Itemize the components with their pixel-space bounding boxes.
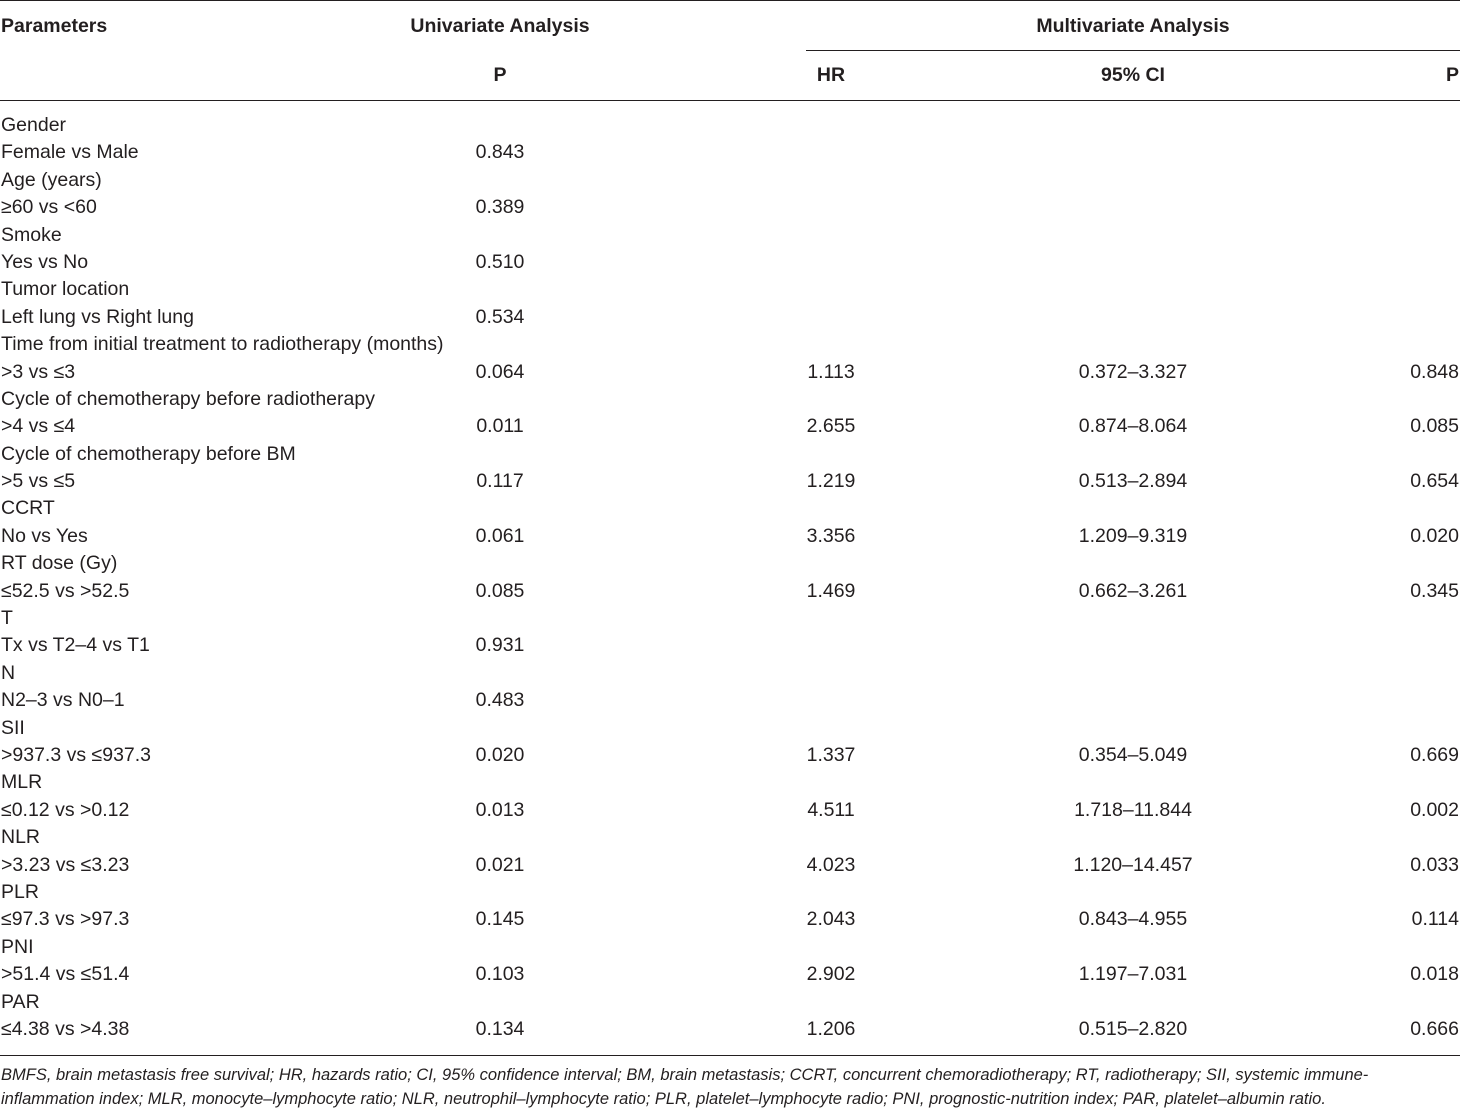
row-ci: 0.874–8.064 bbox=[1078, 415, 1188, 438]
bottom-rule bbox=[0, 1055, 1460, 1056]
table-header bbox=[0, 0, 1460, 101]
row-multivariate-p: 0.654 bbox=[1410, 470, 1459, 493]
row-parameter: Age (years) bbox=[1, 168, 102, 191]
row-parameter: PLR bbox=[1, 880, 39, 903]
row-ci: 1.120–14.457 bbox=[1073, 853, 1193, 876]
table-row bbox=[0, 824, 1460, 851]
row-univariate-p: 0.117 bbox=[476, 470, 524, 493]
row-parameter: NLR bbox=[1, 826, 41, 849]
row-multivariate-p: 0.033 bbox=[1410, 853, 1459, 876]
table-row bbox=[0, 687, 1460, 714]
row-univariate-p: 0.389 bbox=[475, 196, 525, 219]
row-parameter: ≤52.5 vs >52.5 bbox=[1, 579, 130, 602]
table-row bbox=[0, 441, 1460, 468]
table-row bbox=[0, 715, 1460, 742]
table-row bbox=[0, 304, 1460, 331]
row-multivariate-p: 0.666 bbox=[1410, 1017, 1459, 1040]
row-hr: 3.356 bbox=[806, 524, 856, 547]
row-hr: 2.043 bbox=[806, 908, 856, 931]
row-univariate-p: 0.020 bbox=[475, 743, 525, 766]
row-multivariate-p: 0.002 bbox=[1410, 798, 1459, 821]
header-univariate: Univariate Analysis bbox=[410, 15, 590, 37]
row-univariate-p: 0.085 bbox=[475, 579, 525, 602]
row-parameter: Time from initial treatment to radiotherapy (months) bbox=[1, 333, 444, 356]
row-parameter: ≤0.12 vs >0.12 bbox=[1, 798, 130, 821]
table-row bbox=[0, 468, 1460, 495]
header-multivariate-p: P bbox=[1445, 64, 1459, 86]
row-parameter: RT dose (Gy) bbox=[1, 552, 118, 575]
table-row bbox=[0, 989, 1460, 1016]
row-parameter: ≥60 vs <60 bbox=[1, 196, 97, 219]
row-parameter: MLR bbox=[1, 771, 43, 794]
row-ci: 0.372–3.327 bbox=[1078, 360, 1188, 383]
table-row bbox=[0, 578, 1460, 605]
row-univariate-p: 0.013 bbox=[475, 798, 525, 821]
row-hr: 1.469 bbox=[806, 579, 856, 602]
table-row bbox=[0, 934, 1460, 961]
row-ci: 0.515–2.820 bbox=[1078, 1017, 1188, 1040]
row-parameter: >4 vs ≤4 bbox=[1, 415, 76, 438]
row-hr: 2.902 bbox=[806, 963, 856, 986]
row-univariate-p: 0.061 bbox=[475, 524, 525, 547]
row-univariate-p: 0.931 bbox=[475, 634, 525, 657]
table-row bbox=[0, 222, 1460, 249]
row-multivariate-p: 0.848 bbox=[1410, 360, 1459, 383]
header-hr: HR bbox=[816, 64, 846, 86]
table-row bbox=[0, 742, 1460, 769]
multivariate-span-rule bbox=[806, 50, 1460, 51]
table-row bbox=[0, 797, 1460, 824]
top-rule bbox=[0, 0, 1460, 1]
row-parameter: >51.4 vs ≤51.4 bbox=[1, 963, 130, 986]
table-row bbox=[0, 386, 1460, 413]
row-parameter: PAR bbox=[1, 990, 40, 1013]
table-row bbox=[0, 906, 1460, 933]
row-hr: 1.219 bbox=[806, 470, 856, 493]
row-ci: 0.843–4.955 bbox=[1078, 908, 1188, 931]
row-hr: 1.337 bbox=[806, 743, 856, 766]
row-parameter: ≤97.3 vs >97.3 bbox=[1, 908, 130, 931]
header-parameters: Parameters bbox=[1, 15, 108, 37]
table-row bbox=[0, 139, 1460, 166]
table-body bbox=[0, 112, 1460, 1043]
table-row bbox=[0, 961, 1460, 988]
table-row bbox=[0, 167, 1460, 194]
row-univariate-p: 0.021 bbox=[475, 853, 525, 876]
row-parameter: >3 vs ≤3 bbox=[1, 360, 76, 383]
table-row bbox=[0, 1016, 1460, 1043]
row-parameter: >5 vs ≤5 bbox=[1, 470, 76, 493]
row-parameter: >3.23 vs ≤3.23 bbox=[1, 853, 130, 876]
row-parameter: N2–3 vs N0–1 bbox=[1, 689, 125, 712]
row-multivariate-p: 0.345 bbox=[1410, 579, 1459, 602]
row-parameter: >937.3 vs ≤937.3 bbox=[1, 743, 152, 766]
table-row bbox=[0, 413, 1460, 440]
row-parameter: Cycle of chemotherapy before BM bbox=[1, 442, 296, 465]
row-parameter: N bbox=[1, 661, 16, 684]
table-row bbox=[0, 660, 1460, 687]
row-parameter: PNI bbox=[1, 935, 34, 958]
table-row bbox=[0, 550, 1460, 577]
row-parameter: Cycle of chemotherapy before radiotherapy bbox=[1, 387, 375, 410]
row-parameter: Smoke bbox=[1, 223, 62, 246]
table-row bbox=[0, 879, 1460, 906]
row-ci: 1.197–7.031 bbox=[1078, 963, 1188, 986]
row-ci: 0.662–3.261 bbox=[1078, 579, 1188, 602]
table-row bbox=[0, 632, 1460, 659]
row-univariate-p: 0.145 bbox=[475, 908, 525, 931]
row-univariate-p: 0.103 bbox=[475, 963, 525, 986]
header-bottom-rule bbox=[0, 100, 1460, 101]
header-univariate-p: P bbox=[493, 64, 507, 86]
row-univariate-p: 0.534 bbox=[475, 305, 525, 328]
row-parameter: Tx vs T2–4 vs T1 bbox=[1, 634, 150, 657]
table-row bbox=[0, 523, 1460, 550]
row-ci: 1.209–9.319 bbox=[1078, 524, 1188, 547]
table-row bbox=[0, 194, 1460, 221]
table-row bbox=[0, 359, 1460, 386]
row-univariate-p: 0.483 bbox=[475, 689, 525, 712]
row-parameter: T bbox=[1, 607, 13, 630]
row-multivariate-p: 0.114 bbox=[1411, 908, 1459, 931]
row-ci: 1.718–11.844 bbox=[1074, 798, 1192, 821]
row-hr: 4.023 bbox=[806, 853, 856, 876]
row-parameter: Yes vs No bbox=[1, 250, 89, 273]
row-parameter: No vs Yes bbox=[1, 524, 88, 547]
header-multivariate: Multivariate Analysis bbox=[1036, 15, 1230, 37]
table-row bbox=[0, 495, 1460, 522]
row-parameter: Tumor location bbox=[1, 278, 130, 301]
row-parameter: Gender bbox=[1, 114, 67, 136]
row-parameter: ≤4.38 vs >4.38 bbox=[1, 1017, 130, 1040]
table-row bbox=[0, 331, 1460, 358]
row-parameter: Female vs Male bbox=[1, 141, 139, 164]
row-univariate-p: 0.011 bbox=[476, 415, 524, 438]
row-parameter: CCRT bbox=[1, 497, 55, 520]
row-ci: 0.354–5.049 bbox=[1078, 743, 1188, 766]
header-ci: 95% CI bbox=[1101, 64, 1165, 86]
row-parameter: Left lung vs Right lung bbox=[1, 305, 194, 328]
table-row bbox=[0, 769, 1460, 796]
row-multivariate-p: 0.085 bbox=[1410, 415, 1459, 438]
row-univariate-p: 0.134 bbox=[475, 1017, 525, 1040]
table-footnote: BMFS, brain metastasis free survival; HR, hazards ratio; CI, 95% confidence interval; BM, brain metastasis; CCRT, concurrent chemoradiotherapy; RT, radiotherapy; SII, systemic immune-inflammation index; MLR, monocyte–lymphocyte ratio; NLR, neutrophil–lymphocyte ratio; PLR, platelet–lymphocyte radio; PNI, prognostic-nutrition index; PAR, platelet–albumin ratio. bbox=[1, 1066, 1369, 1108]
row-hr: 2.655 bbox=[806, 415, 856, 438]
row-hr: 1.113 bbox=[807, 360, 855, 383]
row-multivariate-p: 0.669 bbox=[1410, 743, 1459, 766]
row-hr: 1.206 bbox=[806, 1017, 856, 1040]
row-multivariate-p: 0.020 bbox=[1410, 524, 1459, 547]
row-univariate-p: 0.510 bbox=[475, 250, 525, 273]
table-row bbox=[0, 605, 1460, 632]
row-multivariate-p: 0.018 bbox=[1410, 963, 1459, 986]
table-row bbox=[0, 852, 1460, 879]
row-univariate-p: 0.064 bbox=[475, 360, 525, 383]
row-univariate-p: 0.843 bbox=[475, 141, 525, 164]
table-row bbox=[0, 249, 1460, 276]
table-row bbox=[0, 276, 1460, 303]
row-parameter: SII bbox=[1, 716, 25, 739]
table-row bbox=[0, 112, 1460, 139]
row-ci: 0.513–2.894 bbox=[1078, 470, 1188, 493]
row-hr: 4.511 bbox=[807, 798, 855, 821]
